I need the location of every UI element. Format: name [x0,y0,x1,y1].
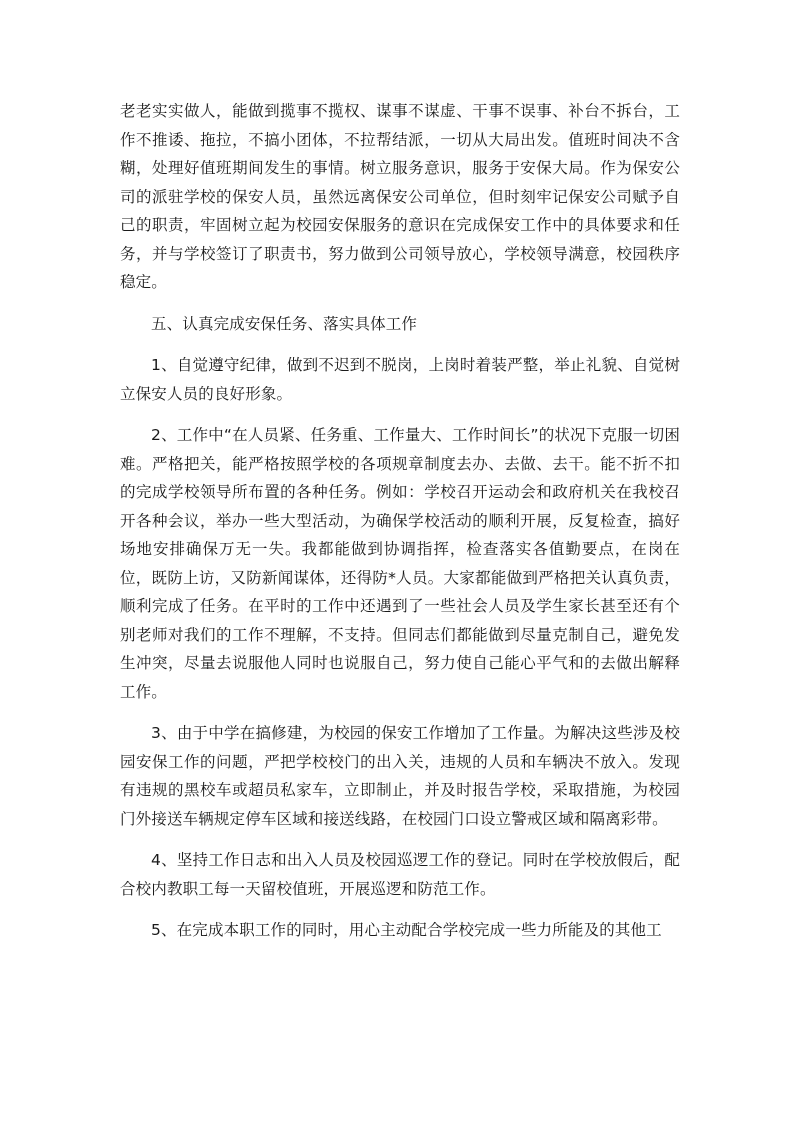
list-item-3: 3、由于中学在搞修建，为校园的保安工作增加了工作量。为解决这些涉及校园安保工作的问题，严把学校校门的出入关，违规的人员和车辆决不放入。发现有违规的黑校车或超员私家车，立即制止，并及时报告学校，采取措施，为校园门外接送车辆规定停车区域和接送线路，在校园门口设立警戒区域和隔离彩带。 [120,724,680,828]
list-item-2: 2、工作中“在人员紧、任务重、工作量大、工作时间长”的状况下克服一切困难。严格把关，能严格按照学校的各项规章制度去办、去做、去干。能不折不扣的完成学校领导所布置的各种任务。例如：学校召开运动会和政府机关在我校召开各种会议，举办一些大型活动，为确保学校活动的顺利开展，反复检查，搞好场地安排确保万无一失。我都能做到协调指挥，检查落实各值勤要点，在岗在位，既防上访，又防新闻谋体，还得防*人员。大家都能做到严格把关认真负责，顺利完成了任务。在平时的工作中还遇到了一些社会人员及学生家长甚至还有个别老师对我们的工作不理解，不支持。但同志们都能做到尽量克制自己，避免发生冲突，尽量去说服他人同时也说服自己，努力使自己能心平气和的去做出解释工作。 [120,426,680,701]
list-item-1: 1、自觉遵守纪律，做到不迟到不脱岗，上岗时着装严整，举止礼貌、自觉树立保安人员的良好形象。 [120,356,680,403]
paragraph-duty-attitude: 老老实实做人，能做到揽事不揽权、谋事不谋虚、干事不误事、补台不拆台，工作不推诿、拖拉，不搞小团体，不拉帮结派，一切从大局出发。值班时间决不含糊，处理好值班期间发生的事情。树立服务意识，服务于安保大局。作为保安公司的派驻学校的保安人员，虽然远离保安公司单位，但时刻牢记保安公司赋予自己的职责，牢固树立起为校园安保服务的意识在完成保安工作中的具体要求和任务，并与学校签订了职责书，努力做到公司领导放心，学校领导满意，校园秩序稳定。 [120,102,680,291]
section-five-heading: 五、认真完成安保任务、落实具体工作 [151,314,418,333]
list-item-4: 4、坚持工作日志和出入人员及校园巡逻工作的登记。同时在学校放假后，配合校内教职工每一天留校值班，开展巡逻和防范工作。 [120,851,680,898]
document-body [120,97,680,958]
list-item-5: 5、在完成本职工作的同时，用心主动配合学校完成一些力所能及的其他工 [151,921,662,939]
